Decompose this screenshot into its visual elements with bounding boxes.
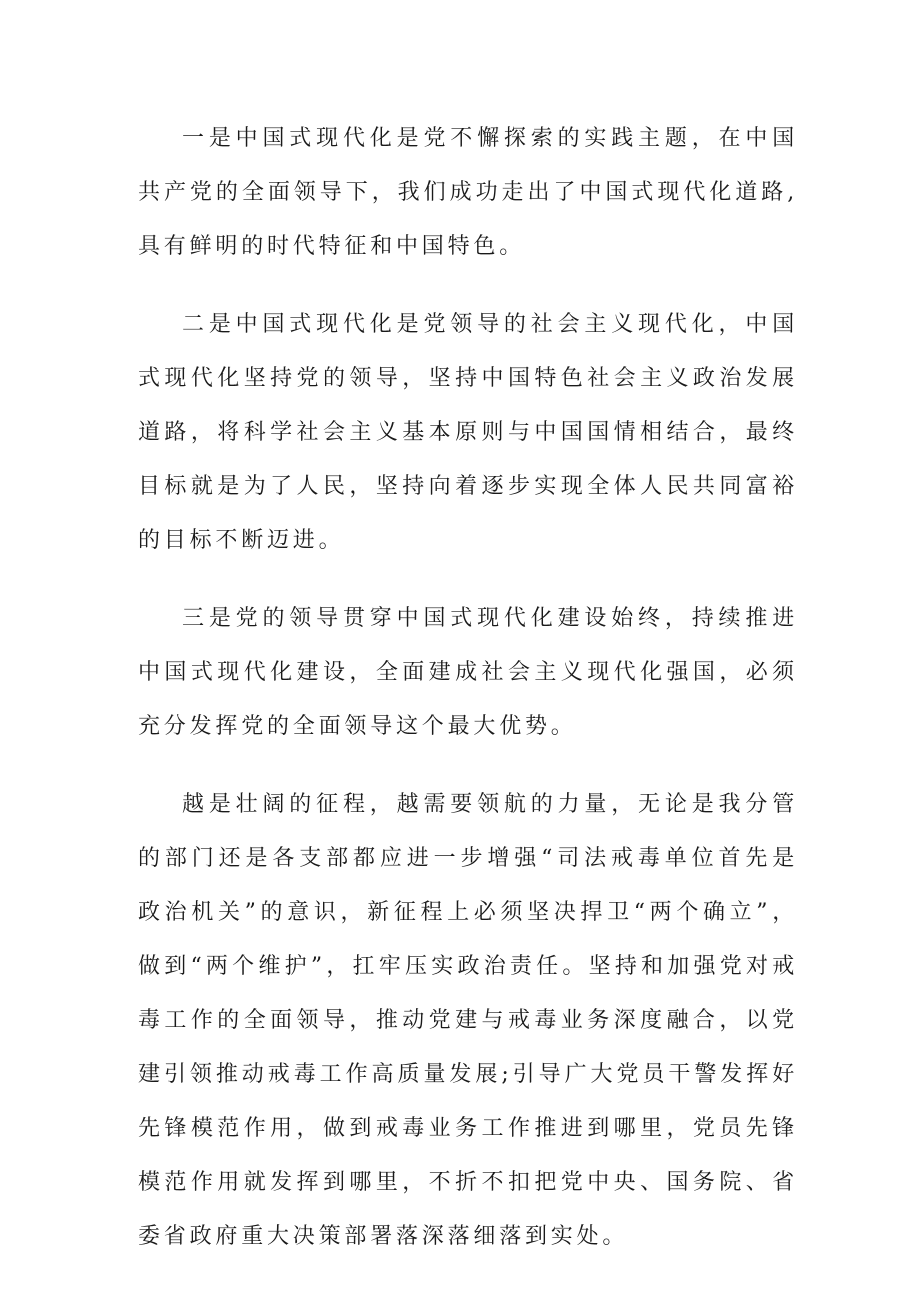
document-body — [138, 112, 798, 1288]
paragraph-1: 一是中国式现代化是党不懈探索的实践主题，在中国共产党的全面领导下，我们成功走出了中国式现代化道路,具有鲜明的时代特征和中国特色。 — [138, 126, 798, 259]
paragraph-3: 三是党的领导贯穿中国式现代化建设始终，持续推进中国式现代化建设，全面建成社会主义现代化强国，必须充分发挥党的全面领导这个最大优势。 — [138, 606, 798, 739]
paragraph-2: 二是中国式现代化是党领导的社会主义现代化，中国式现代化坚持党的领导，坚持中国特色社会主义政治发展道路，将科学社会主义基本原则与中国国情相结合，最终目标就是为了人民，坚持向着逐步实现全体人民共同富裕的目标不断迈进。 — [138, 312, 798, 553]
paragraph-4: 越是壮阔的征程，越需要领航的力量，无论是我分管的部门还是各支部都应进一步增强“司法戒毒单位首先是政治机关”的意识，新征程上必须坚决捍卫“两个确立”，做到“两个维护”，扛牢压实政治责任。坚持和加强党对戒毒工作的全面领导，推动党建与戒毒业务深度融合，以党建引领推动戒毒工作高质量发展;引导广大党员干警发挥好先锋模范作用，做到戒毒业务工作推进到哪里，党员先锋模范作用就发挥到哪里，不折不扣把党中央、国务院、省委省政府重大决策部署落深落细落到实处。 — [138, 792, 798, 1249]
